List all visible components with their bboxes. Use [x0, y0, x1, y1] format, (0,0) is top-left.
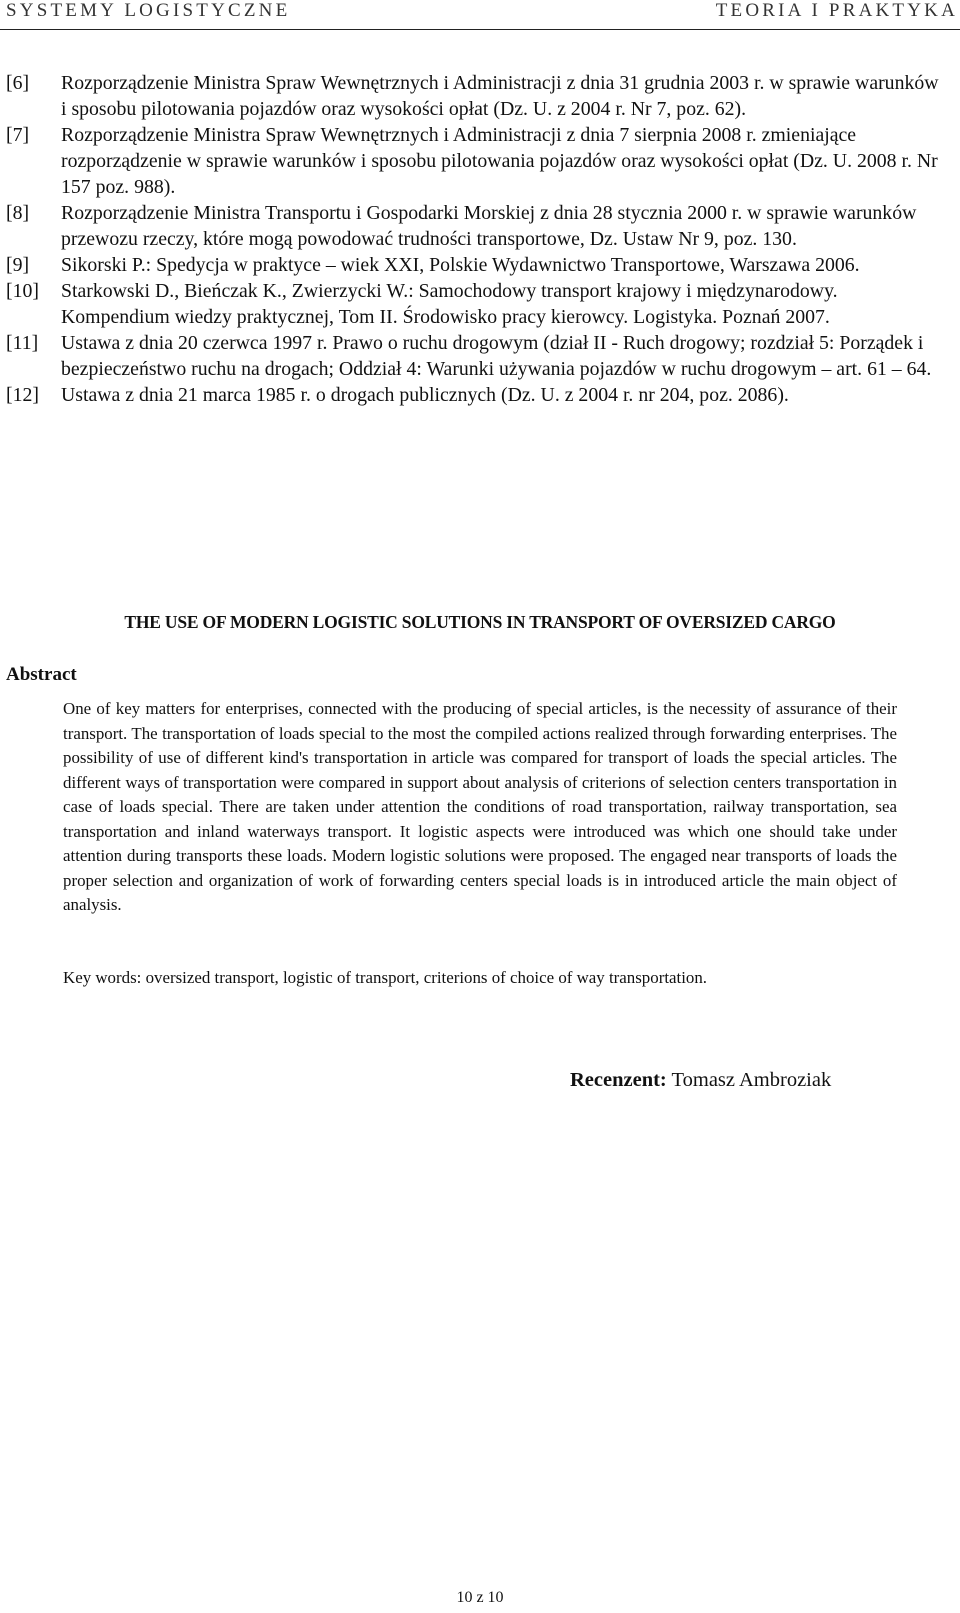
reference-text: Ustawa z dnia 20 czerwca 1997 r. Prawo o ruchu drogowym (dział II - Ruch drogowy; rozdział 5: Porządek i bezpieczeństwo ruchu na drogach; Oddział 4: Warunki używania pojazdów w ruchu drogowym – art. 61 – 64. — [61, 332, 932, 380]
reference-number: [10] — [6, 280, 39, 302]
article-title-english: THE USE OF MODERN LOGISTIC SOLUTIONS IN TRANSPORT OF OVERSIZED CARGO — [124, 612, 836, 632]
abstract-text: One of key matters for enterprises, connected with the producing of special articles, is the necessity of assurance of their transport. The transportation of loads special to the most the compiled actions realized through forwarding enterprises. The possibility of use of different kind's transportation in article was compared for transport of loads the special articles. The different ways of transportation were compared in support about analysis of criterions of selection centers transportation in case of loads special. There are taken under attention the conditions of road transportation, railway transportation, sea transportation and inland waterways transport. It logistic aspects were introduced was which one should take under attention during transports these loads. Modern logistic solutions were proposed. The engaged near transports of loads the proper selection and organization of work of forwarding centers special loads is in introduced article the main object of analysis. — [63, 699, 897, 914]
abstract-body — [63, 697, 897, 918]
reference-item — [6, 200, 946, 252]
reference-item — [6, 122, 946, 200]
reference-number: [6] — [6, 72, 30, 94]
reference-text: Starkowski D., Bieńczak K., Zwierzycki W.: Samochodowy transport krajowy i międzynarodowy. Kompendium wiedzy praktycznej, Tom II. Środowisko pracy kierowcy. Logistyka. Poznań 2007. — [61, 280, 838, 328]
reviewer — [570, 1069, 831, 1092]
reference-text: Sikorski P.: Spedycja w praktyce – wiek XXI, Polskie Wydawnictwo Transportowe, Warszawa 2006. — [61, 254, 860, 276]
reference-item — [6, 330, 946, 382]
reference-number: [7] — [6, 124, 30, 146]
reviewer-name: Tomasz Ambroziak — [671, 1069, 832, 1091]
reference-number: [12] — [6, 384, 39, 406]
reference-item — [6, 382, 946, 408]
reference-item — [6, 278, 946, 330]
reference-item — [6, 252, 946, 278]
abstract-heading: Abstract — [6, 664, 77, 685]
page-number: 10 z 10 — [456, 1589, 504, 1606]
reference-list — [6, 70, 946, 408]
journal-title: SYSTEMY LOGISTYCZNE — [6, 0, 291, 21]
reference-text: Rozporządzenie Ministra Spraw Wewnętrznych i Administracji z dnia 7 sierpnia 2008 r. zmieniające rozporządzenie w sprawie warunków i sposobu pilotowania pojazdów oraz wysokości opłat (Dz. U. 2008 r. Nr 157 poz. 988). — [61, 124, 938, 198]
reviewer-label: Recenzent: — [570, 1069, 667, 1091]
journal-subtitle: TEORIA I PRAKTYKA — [715, 0, 958, 21]
keywords: Key words: oversized transport, logistic of transport, criterions of choice of way transportation. — [63, 968, 708, 987]
running-header — [0, 0, 960, 30]
reference-item — [6, 70, 946, 122]
reference-text: Ustawa z dnia 21 marca 1985 r. o drogach publicznych (Dz. U. z 2004 r. nr 204, poz. 2086). — [61, 384, 789, 406]
reference-text: Rozporządzenie Ministra Spraw Wewnętrznych i Administracji z dnia 31 grudnia 2003 r. w sprawie warunków i sposobu pilotowania pojazdów oraz wysokości opłat (Dz. U. z 2004 r. Nr 7, poz. 62). — [61, 72, 939, 120]
reference-text: Rozporządzenie Ministra Transportu i Gospodarki Morskiej z dnia 28 stycznia 2000 r. w sprawie warunków przewozu rzeczy, które mogą powodować trudności transportowe, Dz. Ustaw Nr 9, poz. 130. — [61, 202, 917, 250]
reference-number: [8] — [6, 202, 30, 224]
reference-number: [9] — [6, 254, 30, 276]
reference-number: [11] — [6, 332, 39, 354]
